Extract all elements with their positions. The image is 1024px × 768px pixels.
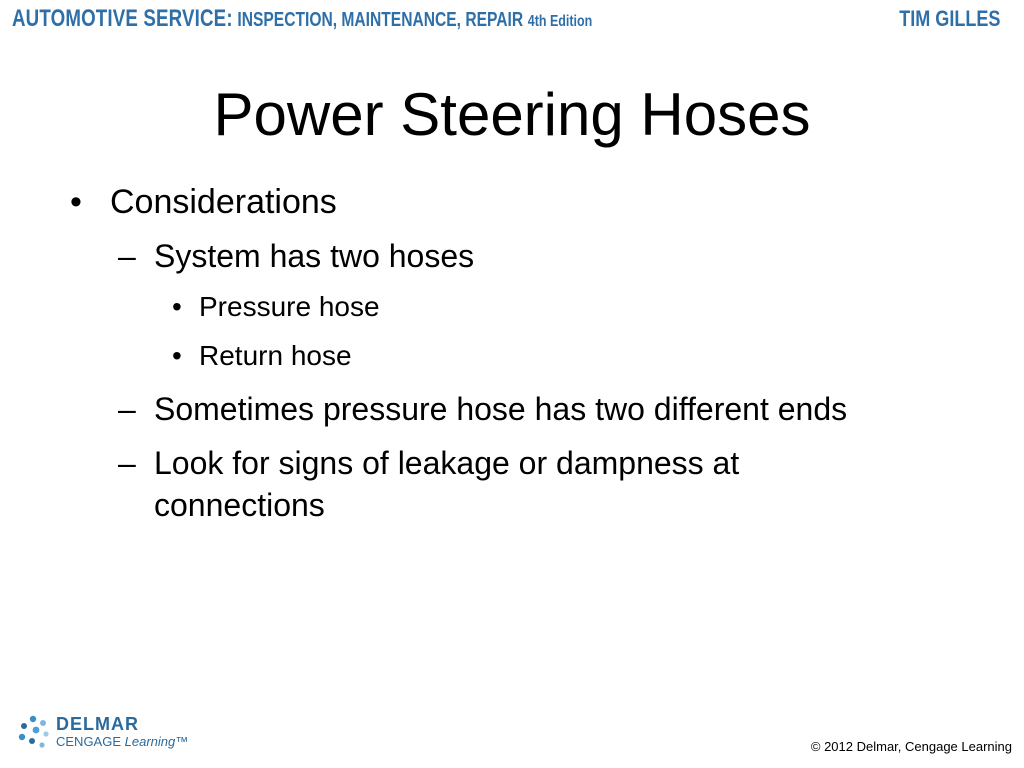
bullet-marker: • (172, 340, 182, 371)
bullet-text-line1: Look for signs of leakage or dampness at (154, 445, 740, 481)
edition-label: 4th Edition (527, 13, 593, 30)
bullet-text: Pressure hose (199, 291, 380, 322)
bullet-text: System has two hoses (154, 238, 475, 274)
dash-marker: – (118, 445, 136, 481)
bullet-text: Sometimes pressure hose has two different ends (154, 391, 848, 427)
dash-marker: – (118, 391, 136, 427)
bullet-text-continuation: connections (154, 487, 325, 523)
logo-cengage-word: CENGAGE (56, 734, 122, 749)
logo-delmar-text: DELMAR (56, 714, 139, 734)
dash-marker: – (118, 238, 136, 274)
book-series-title (12, 7, 592, 31)
copyright-notice: © 2012 Delmar, Cengage Learning (810, 739, 1012, 754)
bullet-text: Considerations (110, 183, 337, 221)
slide-title: Power Steering Hoses (213, 81, 811, 148)
logo-trademark: ™ (175, 734, 189, 749)
logo-cengage-text (56, 734, 188, 750)
series-subtitle: INSPECTION, MAINTENANCE, REPAIR (237, 9, 524, 31)
bullet-marker: • (70, 183, 82, 221)
bullet-marker: • (172, 291, 182, 322)
bullet-text: Return hose (199, 340, 352, 371)
logo-learning-word: Learning (124, 734, 176, 749)
delmar-cengage-logo-icon (16, 714, 50, 750)
author-name: TIM GILLES (898, 6, 1000, 31)
slide-header (0, 0, 1024, 40)
delmar-cengage-logo (16, 712, 196, 756)
series-main-title: AUTOMOTIVE SERVICE: (12, 5, 233, 32)
